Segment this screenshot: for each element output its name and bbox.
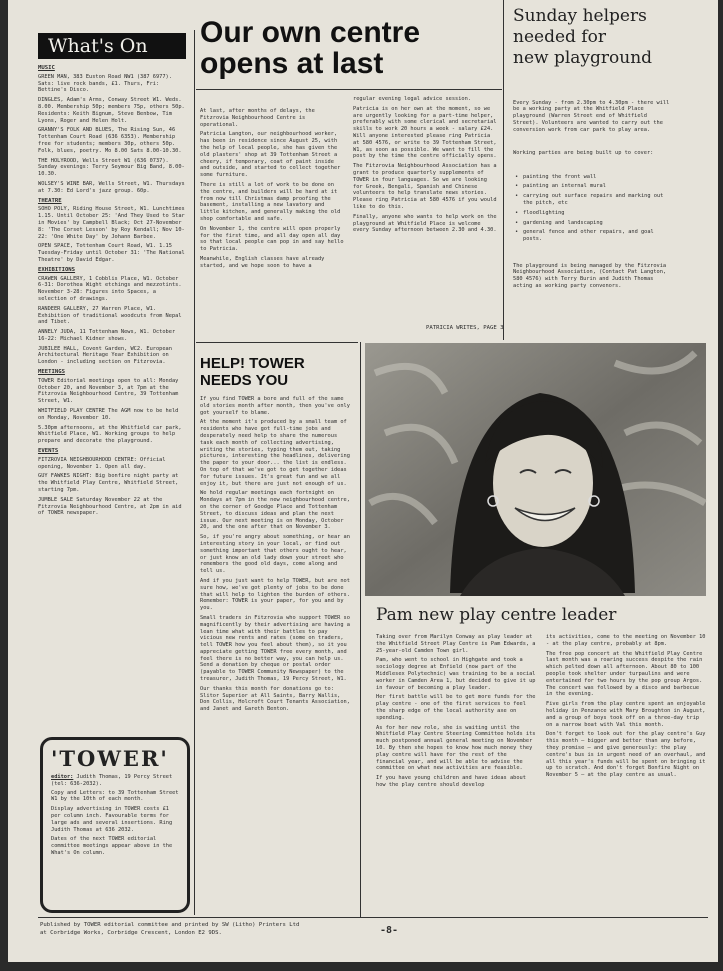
footer-line2: at Corbridge Works, Corbridge Crescent, London E2 9DS. <box>40 930 222 936</box>
newspaper-page <box>8 0 718 962</box>
article-paragraph: Pam, who went to school in Highgate and took a sociology degree at Enfield (now part of the Middlesex Polytechnic) was training to be a social worker in Camden Area 1, but decided to give it up in favour of becoming a play leader. <box>376 657 539 691</box>
sunday-helpers-lead: Working parties are being built up to cover: <box>513 150 654 157</box>
article-paragraph: regular evening legal advice session. <box>353 96 471 102</box>
pam-edwards-photo <box>365 343 706 596</box>
pam-article-column-2 <box>546 634 708 914</box>
tower-info-box <box>40 737 190 913</box>
main-article-column-2 <box>353 96 499 318</box>
whats-on-section-heading: MUSIC <box>38 65 55 71</box>
working-party-item: • carrying out surface repairs and marking out the pitch, etc <box>513 193 673 207</box>
main-article-column-1 <box>200 108 346 340</box>
article-paragraph: If you have young children and have ideas about how the play centre should develop <box>376 775 530 788</box>
article-paragraph: Her first battle will be to get more funds for the play centre - one of the first services to feel the sharp edge of the local authority axe on spending. <box>376 694 539 721</box>
tower-box-paragraph: Copy and Letters: to 39 Tottenham Street W1 by the 10th of each month. <box>51 789 182 803</box>
tower-box-editor-text: Judith Thomas, 19 Percy Street (tel: 636-2032). <box>51 774 176 787</box>
article-paragraph: As for her new role, she is waiting until the Whitfield Play Centre Steering Committee holds its much postponed annual general meeting on November 10. By then she hopes to know how much money they play centre will have for the rest of the financial year, and will be able to advise the committee on what new activities are feasible. <box>376 724 539 772</box>
whats-on-listing: GREEN MAN, 383 Euston Road NW1 (387 6977). Sats: live rock bands, £1. Thurs, Fri: Bettine's Disco. <box>38 73 176 94</box>
sunday-helpers-line1: Sunday helpers <box>513 6 647 26</box>
working-party-item: • painting the front wall <box>513 174 673 181</box>
article-paragraph: There is still a lot of work to be done on the centre, and builders will be hard at it from now till Christmas damp proofing the basement, installing a new lavatory and little kitchen, and generally making the old shop comfortable and safe. <box>200 181 344 222</box>
article-paragraph: At the moment it's produced by a small team of residents who have got full-time jobs and desperately need help to share the numerous task each month of collecting advertising, writing the stories, typing them out, taking pictures, interesting the headlines, delivering the paper to your door... the list is endless. On top of that we've got to get together ideas for future issues. It's great fun and we all enjoy it, but there are just not enough of us. <box>200 419 354 487</box>
whats-on-listings <box>38 63 186 731</box>
whats-on-title: What's On <box>48 35 148 57</box>
page-number: -8- <box>380 925 399 936</box>
whats-on-listing: RANDEER GALLERY, 27 Warren Place, W1. Exhibition of traditional woodcuts from Nepal and Tibet. <box>38 305 185 326</box>
whats-on-listing: GUY FAWKES NIGHT: Big bonfire night party at the Whitfield Play Centre, Whitfield Street, starting 7pm. <box>38 473 182 494</box>
whats-on-listing: SOHO POLY, Riding House Street, W1. Lunchtimes 1.15. Until October 25: 'And They Used to Star in Movies' by Campbell Black; Oct 27-November 8: 'The Corset Lesson' by Roy Kendall; Nov 10-22: 'One White Day' by Johann Barbee. <box>38 206 188 240</box>
whats-on-listing: WOLSEY'S WINE BAR, Wells Street, W1. Thursdays at 7.30: Ed Lord's jazz group. 60p. <box>38 180 188 194</box>
article-paragraph: Patricia Langton, our neighbourhood worker, has been in residence since August 25, with the help of local people, she has given the old plasters' shop at 39 Tottenham Street a cheery, if temporary, coat of paint inside and outside, and started to collect together some furniture. <box>200 131 344 179</box>
article-paragraph: Don't forget to look out for the play centre's Guy this month — bigger and better than any before, they promise — and give generously: the play centre's bus is in urgent need of an overhaul, and all this year's funds will be spent on bringing it up to scratch. And don't forget Bonfire Night on November 5 — at the play centre as usual. <box>546 731 709 779</box>
article-paragraph: If you find TOWER a bore and full of the same old stories month after month, then you've only got yourself to blame. <box>200 396 354 416</box>
footer-imprint <box>40 921 360 937</box>
article-paragraph: At last, after months of delays, the Fitzrovia Neighbourhood Centre is operational. <box>200 108 319 128</box>
working-party-item: • gardening and landscaping <box>513 220 673 227</box>
sunday-helpers-line2: needed for <box>513 27 606 47</box>
footer-rule <box>38 917 708 918</box>
help-tower-headline <box>200 355 350 389</box>
whats-on-listing: CRAWEN GALLERY, 1 Cobblis Place, W1. October 6-31: Dorothea Wight etchings and mezzotints. November 3-28: Figures into Spaces, a selection of drawings. <box>38 275 185 302</box>
column-divider-left <box>194 30 195 915</box>
working-party-item: • floodlighting <box>513 210 673 217</box>
article-paragraph: So, if you're angry about something, or hear an interesting story in your local, or find out something important that others ought to hear, or just know an old lady down your street who remembers the good old days, come along and tell us. <box>200 534 354 575</box>
working-party-item: • general fence and other repairs, and goal posts. <box>513 229 673 243</box>
article-paragraph: Patricia is on her own at the moment, so we are urgently looking for a part-time helper, preferably with some clerical and secretarial skills to work 20 hours a week - salary £24. Will anyone interested please ring Patricia at 580 4576, or write to 39 Tottenham Street, W1, as soon as possible. We want to fill the post by the time the centre officially opens. <box>353 105 500 160</box>
sunday-helpers-headline <box>513 6 703 69</box>
whats-on-listing: DINGLES, Adam's Arms, Conway Street W1. Weds. 8.00. Membership 50p; members 75p, others 50p. Residents: Keith Bignum, Steve Benbow, Tim Lyons, Roger and Helen Holt. <box>38 97 188 124</box>
whats-on-listing: JUBILEE HALL, Covent Garden, WC2. European Architectural Heritage Year Exhibition on London - including section on Fitzrovia. <box>38 345 176 366</box>
whats-on-section-heading: EXHIBITIONS <box>38 266 76 273</box>
article-paragraph: Five girls from the play centre spent an enjoyable holiday in Penzance with Mary Broughton in August, and a group of boys took off on a three-day trip on a narrow boat with Val this month. <box>546 701 709 728</box>
tower-box-paragraph: Dates of the next TOWER editorial committee meetings appear above in the What's On column. <box>51 836 176 856</box>
whats-on-listing: FITZROVIA NEIGHBOURHOOD CENTRE: Official opening, November 1. Open all day. <box>38 456 169 470</box>
main-headline-line1: Our own centre <box>200 16 421 49</box>
whats-on-listing: JUMBLE SALE Saturday November 22 at the Fitzrovia Neighbourhood Centre, at 2pm in aid of TOWER newspaper. <box>38 496 185 517</box>
whats-on-listing: 5.30pm afternoons, at the Whitfield car park, Whitfield Place, W1. Working groups to help prepare and decorate the playground. <box>38 424 185 445</box>
article-paragraph: Finally, anyone who wants to help work on the playground at Whitfield Place is welcome every Sunday afternoon between 2.30 and 4.30. <box>353 213 500 234</box>
whats-on-listing: GRANNY'S FOLK AND BLUES, The Rising Sun, 46 Tottenham Court Road (636 6353). Membership free for students; members 30p, others 50p. Folk, blues, poetry. Mo 8.00 Sats 8.00-10.30. <box>38 127 182 154</box>
help-tower-line1: HELP! TOWER <box>200 355 305 372</box>
main-headline-line2: opens at last <box>200 47 384 80</box>
main-headline <box>200 17 500 79</box>
tower-box-paragraph: Display advertising in TOWER costs £1 per column inch. Favourable terms for large ads and several insertions. Ring Judith Thomas at 636 2032. <box>51 806 176 833</box>
article-paragraph: On November 1, the centre will open properly for the first time, and all day open all day so that local people can pop in and say hello to Patricia. <box>200 225 347 253</box>
article-paragraph: Our thanks this month for donations go to: Slitor Superior at All Saints, Barry Wallis, Don Collis, Holcroft Court Tenants Association, and Janet and Gareth Benton. <box>200 685 354 713</box>
headline-rule <box>196 89 502 90</box>
whats-on-listing: WHITFIELD PLAY CENTRE The AGM now to be held on Monday, November 10. <box>38 408 182 421</box>
help-tower-body <box>200 396 352 916</box>
tower-box-editor <box>51 774 181 788</box>
whats-on-section-heading: EVENTS <box>38 448 59 455</box>
article-paragraph: And if you just want to help TOWER, but are not sure how, we've got plenty of jobs to be done that will help to lighten the burden of others. Remember: TOWER is your paper, for you and by you. <box>200 577 354 612</box>
help-tower-line2: NEEDS YOU <box>200 372 289 389</box>
article-paragraph: Meanwhile, English classes have already started, and we hope soon to have a <box>200 255 328 269</box>
portrait-illustration <box>365 343 706 596</box>
article-paragraph: We hold regular meetings each fortnight on Mondays at 7pm in the new neighbourhood centre, on the corner of Goodge Place and Tottenham Street, to discuss ideas and plan the next issue. Our next meeting is on Monday, October 20, and the one after that on November 3. <box>200 490 354 531</box>
working-party-list <box>513 174 673 243</box>
whats-on-banner <box>38 33 186 59</box>
sunday-helpers-line3: new playground <box>513 48 653 68</box>
article-paragraph: Taking over from Marilyn Conway as play leader at the Whitfield Street Play Centre is Pam Edwards, a 25-year-old Camden Town girl. <box>376 634 539 654</box>
pam-article-column-1 <box>376 634 539 914</box>
article-paragraph: The free pop concert at the Whitfield Play Centre last month was a roaring success despite the rain which pelted down all afternoon. About 80 to 100 people took shelter under turpaulins and were entertained for two hours by the pop group Argos. The concert was followed by a disco and barbecue in the evening. <box>546 650 706 698</box>
column-divider-right <box>503 0 504 340</box>
help-tower-rule <box>196 342 358 343</box>
sunday-helpers-closing: The playground is being managed by the Fitzrovia Neighbourhood Association, (Contact Pat Langton, 580 4576) with Terry Burin and Judith Thomas acting as working party convenors. <box>513 262 670 289</box>
sunday-helpers-intro: Every Sunday - from 2.30pm to 4.30pm - there will be a working party at the Whitfield Place playground (Warren Street end of Whitfield Street). Volunteers are wanted to carry out the conversion work from car park to play area. <box>513 99 673 133</box>
tower-box-title: 'TOWER' <box>51 746 169 771</box>
sunday-helpers-body <box>513 86 673 356</box>
working-party-item: • painting an internal mural <box>513 183 673 190</box>
article-paragraph: Small traders in Fitzrovia who support TOWER so magnificently by their advertising are having a lean time what with their battles to pay vicious new rents and rates (some on traders, tell TOWER how you feel about them), so it you appreciate getting TOWER free every month, and feel there is no better way, you can help us. Send a donation by cheque or postal order (payable to TOWER Community Newspaper) to the treasurer, Judith Thomas, 19 Percy Street, W1. <box>200 614 354 683</box>
tower-box-editor-label: editor: <box>51 774 74 780</box>
whats-on-listing: ANNELY JUDA, 11 Tottenham News, W1. October 16-22: Michael Kidner shows. <box>38 329 179 342</box>
whats-on-section-heading: THEATRE <box>38 197 62 204</box>
whats-on-listing: TOWER Editorial meetings open to all: Monday October 20, and November 3, at 7pm at the Fitzrovia Neighbourhood Centre, 39 Tottenham Street, W1. <box>38 377 182 405</box>
whats-on-section-heading: MEETINGS <box>38 369 65 376</box>
pam-headline: Pam new play centre leader <box>376 605 617 625</box>
whats-on-listing: OPEN SPACE, Tottenham Court Road, W1. 1.15 Tuesday-Friday until October 31: 'The National Theatre' by David Edgar. <box>38 243 188 263</box>
help-tower-divider <box>360 342 361 917</box>
footer-line1: Published by TOWER editorial committee and printed by SW (Litho) Printers Ltd <box>40 922 300 928</box>
article-byline: PATRICIA WRITES, PAGE 3 <box>426 325 504 331</box>
whats-on-listing: THE HOLYROOD, Wells Street W1 (636 0737). Sunday evenings: Terry Seymour Big Band, 8.00-10.30. <box>38 157 185 178</box>
tower-box-details <box>51 790 181 857</box>
article-paragraph: The Fitzrovia Neighbourhood Association has a grant to produce quarterly supplements of TOWER in four languages. So we are looking for Greek, Bengali, Spanish and Chinese volunteers to help translate news stories. Please ring Patricia at 580 4576 if you would like to do this. <box>353 163 500 210</box>
article-paragraph: its activities, come to the meeting on November 10 - at the play centre, probably at 8pm. <box>546 634 709 647</box>
